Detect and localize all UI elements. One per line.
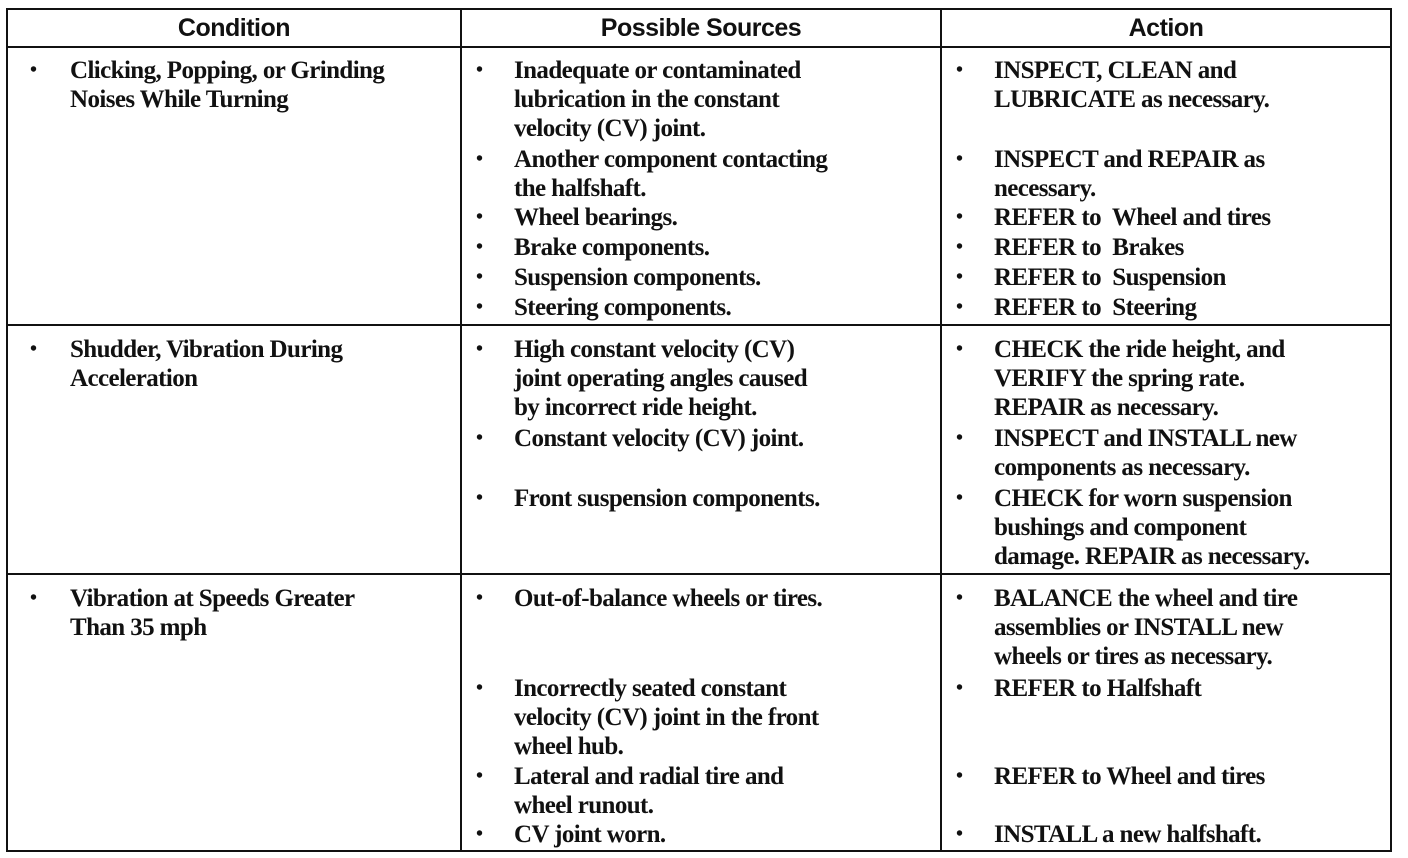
bullet-icon: •	[956, 823, 964, 845]
header-possible-sources: Possible Sources	[600, 14, 802, 42]
bullet-icon: •	[476, 587, 484, 609]
source-item: Another component contacting the halfshaft.	[514, 146, 828, 202]
action-item: REFER to Steering	[994, 294, 1197, 321]
header-condition: Condition	[177, 14, 291, 42]
source-item: CV joint worn.	[514, 821, 666, 848]
action-item: INSPECT and REPAIR as necessary.	[994, 146, 1265, 202]
source-item: Front suspension components.	[514, 485, 820, 512]
condition-cell: Shudder, Vibration During Acceleration	[70, 336, 343, 392]
column-divider-2	[940, 10, 942, 850]
action-item: INSTALL a new halfshaft.	[994, 821, 1262, 848]
action-item: CHECK the ride height, and VERIFY the spring rate. REPAIR as necessary.	[994, 336, 1285, 421]
bullet-icon: •	[956, 266, 964, 288]
action-item: REFER to Suspension	[994, 264, 1226, 291]
bullet-icon: •	[956, 765, 964, 787]
row-divider-1	[8, 324, 1390, 326]
bullet-icon: •	[476, 59, 484, 81]
bullet-icon: •	[956, 487, 964, 509]
action-item: REFER to Brakes	[994, 234, 1184, 261]
bullet-icon: •	[476, 677, 484, 699]
bullet-icon: •	[956, 236, 964, 258]
source-item: Incorrectly seated constant velocity (CV) joint in the front wheel hub.	[514, 675, 819, 760]
source-item: Steering components.	[514, 294, 732, 321]
diagnosis-table	[6, 8, 1392, 852]
bullet-icon: •	[30, 338, 38, 360]
source-item: Wheel bearings.	[514, 204, 678, 231]
action-item: INSPECT and INSTALL new components as necessary.	[994, 425, 1297, 481]
source-item: Brake components.	[514, 234, 710, 261]
column-divider-1	[460, 10, 462, 850]
action-item: REFER to Wheel and tires	[994, 204, 1271, 231]
bullet-icon: •	[956, 59, 964, 81]
bullet-icon: •	[476, 765, 484, 787]
condition-cell: Vibration at Speeds Greater Than 35 mph	[70, 585, 355, 641]
table-header-row	[8, 10, 1390, 48]
bullet-icon: •	[476, 266, 484, 288]
source-item: Lateral and radial tire and wheel runout.	[514, 763, 784, 819]
bullet-icon: •	[476, 148, 484, 170]
source-item: Out-of-balance wheels or tires.	[514, 585, 823, 612]
bullet-icon: •	[956, 587, 964, 609]
bullet-icon: •	[956, 296, 964, 318]
row-divider-2	[8, 573, 1390, 575]
bullet-icon: •	[476, 296, 484, 318]
bullet-icon: •	[956, 206, 964, 228]
bullet-icon: •	[956, 338, 964, 360]
bullet-icon: •	[476, 206, 484, 228]
condition-cell: Clicking, Popping, or Grinding Noises While Turning	[70, 57, 385, 113]
action-item: BALANCE the wheel and tire assemblies or INSTALL new wheels or tires as necessary.	[994, 585, 1298, 670]
header-action: Action	[1128, 14, 1204, 42]
action-item: INSPECT, CLEAN and LUBRICATE as necessary.	[994, 57, 1270, 113]
source-item: Inadequate or contaminated lubrication in the constant velocity (CV) joint.	[514, 57, 801, 142]
bullet-icon: •	[956, 148, 964, 170]
bullet-icon: •	[476, 338, 484, 360]
source-item: Constant velocity (CV) joint.	[514, 425, 804, 452]
source-item: High constant velocity (CV) joint operating angles caused by incorrect ride height.	[514, 336, 808, 421]
bullet-icon: •	[30, 587, 38, 609]
source-item: Suspension components.	[514, 264, 761, 291]
bullet-icon: •	[956, 677, 964, 699]
bullet-icon: •	[956, 427, 964, 449]
action-item: CHECK for worn suspension bushings and component damage. REPAIR as necessary.	[994, 485, 1310, 570]
bullet-icon: •	[476, 236, 484, 258]
action-item: REFER to Halfshaft	[994, 675, 1202, 702]
bullet-icon: •	[476, 823, 484, 845]
bullet-icon: •	[476, 487, 484, 509]
action-item: REFER to Wheel and tires	[994, 763, 1265, 790]
bullet-icon: •	[476, 427, 484, 449]
bullet-icon: •	[30, 59, 38, 81]
